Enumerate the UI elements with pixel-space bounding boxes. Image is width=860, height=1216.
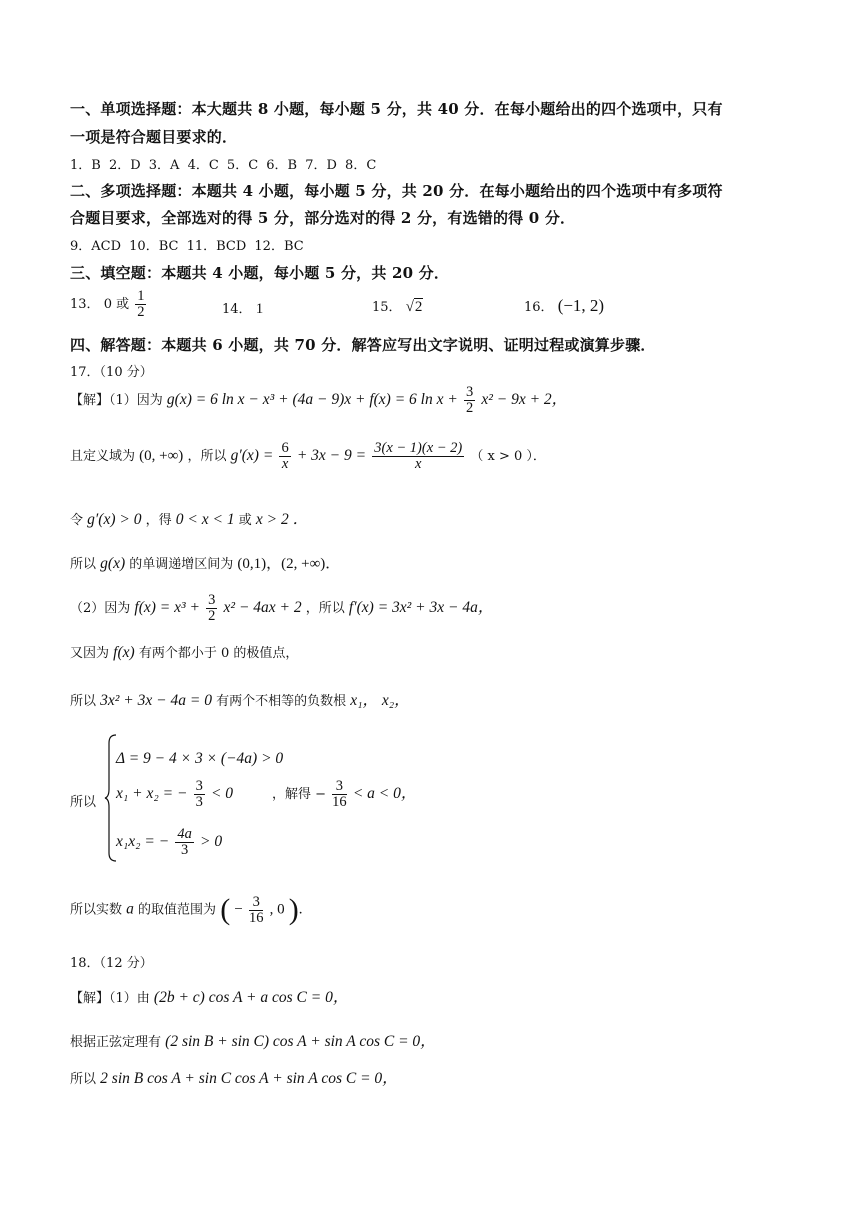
section2-heading-line1: 二、多项选择题：本题共 4 小题，每小题 5 分，共 20 分．在每小题给出的四个选项中有多项符 <box>70 182 723 200</box>
q15-value: 2 <box>414 299 423 315</box>
q17-line5-math-b: x² − 4ax + 2 <box>223 599 302 616</box>
q17-system-row2-den: 3 <box>195 794 203 810</box>
q17-line2-f2-num: 3(x − 1)(x − 2) <box>374 440 463 456</box>
q18-line1-math: (2b + c) cos A + a cos C = 0， <box>153 989 349 1006</box>
q17-line2-mid2: + 3x − 9 = <box>296 447 367 464</box>
q13-label: 13． <box>70 297 100 312</box>
section2-heading-line2: 合题目要求，全部选对的得 5 分，部分选对的得 2 分，有选错的得 0 分． <box>70 209 576 227</box>
q17-line2-prefix: 且定义域为 <box>70 449 136 464</box>
q18-line3-prefix: 所以 <box>70 1072 97 1087</box>
q17-final-prefix: 所以实数 <box>70 902 123 918</box>
q13-fraction <box>135 289 146 320</box>
q17-solution-den: 16 <box>332 794 347 810</box>
q17-line2-f2-den: x <box>415 456 422 472</box>
q13-den: 2 <box>137 304 145 320</box>
q17-line3-math2: 0 < x < 1 <box>175 511 235 528</box>
section4-heading: 四、解答题：本题共 6 小题，共 70 分．解答应写出文字说明、证明过程或演算步骤． <box>70 336 656 354</box>
q17-system-row1-math: Δ = 9 − 4 × 3 × (−4a) > 0 <box>116 750 284 767</box>
q17-line7-prefix: 所以 <box>70 694 97 709</box>
q17-system-row2-pre: x₁ + x₂ = − <box>116 785 188 802</box>
q17-line5-mid: ，所以 <box>305 601 345 616</box>
q17-solution-pre: ，解得 − <box>272 787 327 802</box>
q14-value: 1 <box>255 301 264 317</box>
q17-line7-roots: x₁， x₂， <box>350 692 410 709</box>
q17-system-row3-fraction <box>175 827 194 858</box>
q13-text: 0 或 <box>103 297 130 312</box>
q17-system-row2-fraction <box>194 779 205 810</box>
q18-line1 <box>70 985 348 1007</box>
q17-system-row3 <box>116 827 222 858</box>
q17-line4 <box>70 552 340 573</box>
q17-line6-post: 有两个都小于 0 的极值点， <box>138 646 299 661</box>
q17-line5-prefix: （2）因为 <box>70 601 131 616</box>
q17-line3-math: g′(x) > 0 <box>87 511 142 528</box>
q17-line2 <box>70 441 546 472</box>
q15-label: 15． <box>372 300 402 315</box>
q17-solution-fraction <box>332 779 347 810</box>
q15-answer <box>372 296 423 316</box>
minus-sign: − <box>234 901 243 918</box>
q17-line1-math-a: g(x) = 6 ln x − x³ + (4a − 9)x + f(x) = 6 ln x + <box>166 391 458 408</box>
section3-heading: 三、填空题：本题共 4 小题，每小题 5 分，共 20 分． <box>70 264 450 282</box>
q17-system-row2 <box>116 779 233 810</box>
q17-line5-num: 3 <box>208 592 216 608</box>
q13-answer <box>70 289 148 320</box>
final-period: . <box>298 901 303 918</box>
q13-num: 1 <box>137 288 145 304</box>
q17-line6-f: f(x) <box>113 644 135 661</box>
section1-heading-line2: 一项是符合题目要求的． <box>70 128 238 146</box>
q17-final-a: a <box>126 900 134 918</box>
q18-line2-prefix: 根据正弦定理有 <box>70 1035 162 1050</box>
q17-line1-math-b: x² − 9x + 2， <box>481 391 568 408</box>
q17-line4-prefix: 所以 <box>70 557 97 572</box>
q16-label: 16． <box>524 300 554 315</box>
q17-system-row3-den: 3 <box>180 842 189 858</box>
q17-line1-prefix: 【解】（1）因为 <box>70 393 163 408</box>
left-paren-icon: ( <box>220 893 231 926</box>
q18-line1-prefix: 【解】（1）由 <box>70 991 150 1006</box>
q17-final-post: , 0 <box>269 901 285 918</box>
q17-line1-den: 2 <box>465 400 474 416</box>
q17-line4-g: g(x) <box>100 555 126 572</box>
section1-heading-line1: 一、单项选择题：本大题共 8 小题，每小题 5 分，共 40 分．在每小题给出的四个选项中，只有 <box>70 100 723 118</box>
sqrt-icon: √ <box>405 299 414 315</box>
q17-line4-mid: 的单调递增区间为 <box>129 557 234 572</box>
q17-line5-fraction <box>206 593 217 624</box>
q17-line3-or: 或 <box>238 513 252 528</box>
q17-line1-num: 3 <box>465 384 474 400</box>
q17-line6-prefix: 又因为 <box>70 646 110 661</box>
q17-line3 <box>70 507 308 529</box>
q17-system-row2-num: 3 <box>195 778 203 794</box>
q17-line3-prefix: 令 <box>70 513 84 528</box>
q17-line3-math3: x > 2 ． <box>255 511 309 528</box>
q17-solution-post: < a < 0， <box>352 785 417 802</box>
q17-line2-mid: ，所以 <box>187 449 227 464</box>
q18-line2-math: (2 sin B + sin C) cos A + sin A cos C = 0， <box>165 1033 436 1050</box>
q17-line6 <box>70 642 298 662</box>
q17-final-mid: 的取值范围为 <box>138 902 217 918</box>
q17-line5-math-a: f(x) = x³ + <box>134 599 201 616</box>
q17-line2-fraction1 <box>279 441 290 472</box>
q17-system-row1 <box>116 750 283 768</box>
right-paren-icon: ) <box>288 893 299 926</box>
q17-line5-den: 2 <box>208 608 216 624</box>
q18-line3-math: 2 sin B cos A + sin C cos A + sin A cos C = 0， <box>100 1070 398 1087</box>
q17-solution <box>272 779 416 810</box>
q17-system-row3-pre: x₁x₂ = − <box>116 833 170 850</box>
q17-system-row3-post: > 0 <box>200 833 223 850</box>
section2-answers: 9．ACD 10．BC 11．BCD 12．BC <box>70 239 304 254</box>
q14-answer <box>222 298 263 318</box>
q17-system-label: 所以 <box>70 795 97 810</box>
section1-answers: 1．B 2．D 3．A 4．C 5．C 6．B 7．D 8．C <box>70 158 377 173</box>
q17-label: 17．（10 分） <box>70 365 153 380</box>
q17-line2-f1-den: x <box>281 456 289 472</box>
q17-line2-fraction2 <box>372 441 464 472</box>
q17-final-num: 3 <box>249 895 264 911</box>
q17-line1-fraction <box>464 385 475 416</box>
q17-line7 <box>70 688 410 710</box>
q18-line2 <box>70 1029 436 1051</box>
q17-line5 <box>70 593 493 624</box>
q17-line3-mid: ，得 <box>145 513 172 528</box>
q18-line3 <box>70 1066 398 1088</box>
q17-line5-math-c: f′(x) = 3x² + 3x − 4a， <box>348 599 494 616</box>
q17-final-fraction <box>249 895 264 926</box>
q17-system-row3-num: 4a <box>177 826 192 842</box>
q17-system-row2-post: < 0 <box>210 785 234 802</box>
q16-answer <box>524 296 604 316</box>
q17-line2-f1-num: 6 <box>281 440 289 456</box>
q17-line7-math: 3x² + 3x − 4a = 0 <box>100 692 212 709</box>
q17-line2-condition: （ x > 0 ）． <box>470 449 546 464</box>
q17-line4-intervals: (0,1)，(2, +∞)． <box>237 556 341 572</box>
q17-domain: (0, +∞) <box>139 448 184 464</box>
q16-value: (−1, 2) <box>557 296 605 315</box>
q14-label: 14． <box>222 302 252 317</box>
q17-final-den: 16 <box>248 909 264 926</box>
q17-final <box>70 893 302 927</box>
q17-line1 <box>70 385 567 416</box>
q17-solution-num: 3 <box>332 779 347 795</box>
q17-line7-post: 有两个不相等的负数根 <box>216 694 347 709</box>
q17-gprime: g′(x) = <box>230 447 274 464</box>
q18-label: 18．（12 分） <box>70 956 153 971</box>
